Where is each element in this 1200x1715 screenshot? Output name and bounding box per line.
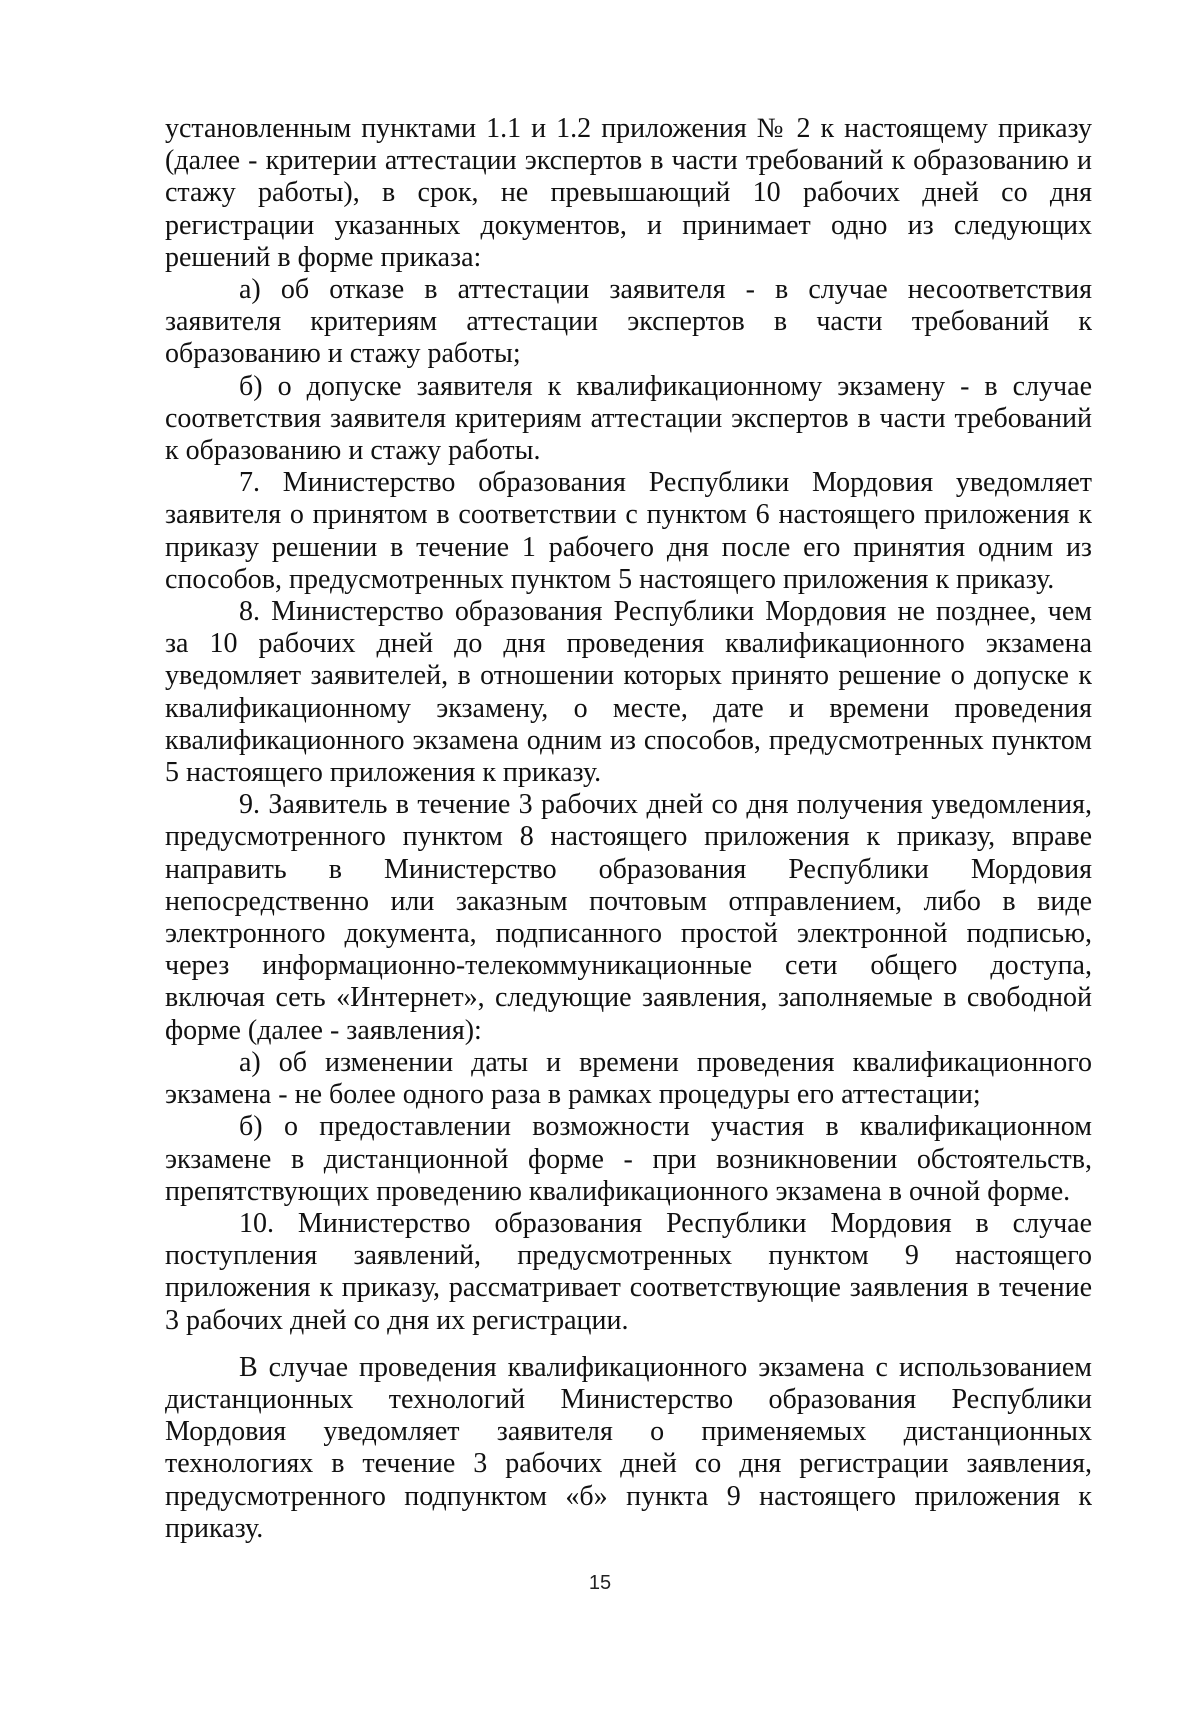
paragraph-item-8: 8. Министерство образования Республики Мордовия не позднее, чем за 10 рабочих дней до дня проведения квалификационного экзамена уведомляет заявителей, в отношении которых принято решение о допуске к квалификационному экзамену, о месте, дате и времени проведения квалификационного экзамена одним из способов, предусмотренных пунктом 5 настоящего приложения к приказу. (165, 596, 1092, 789)
paragraph-subitem-a-refusal: а) об отказе в аттестации заявителя - в случае несоответствия заявителя критериям аттестации экспертов в части требований к образованию и стажу работы; (165, 274, 1092, 370)
paragraph-item-9: 9. Заявитель в течение 3 рабочих дней со дня получения уведомления, предусмотренного пунктом 8 настоящего приложения к приказу, вправе направить в Министерство образования Республики Мордовия непосредственно или заказным почтовым отправлением, либо в виде электронного документа, подписанного простой электронной подписью, через информационно-телекоммуникационные сети общего доступа, включая сеть «Интернет», следующие заявления, заполняемые в свободной форме (далее - заявления): (165, 789, 1092, 1046)
paragraph-item-7: 7. Министерство образования Республики Мордовия уведомляет заявителя о принятом в соответствии с пунктом 6 настоящего приложения к приказу решении в течение 1 рабочего дня после его принятия одним из способов, предусмотренных пунктом 5 настоящего приложения к приказу. (165, 467, 1092, 595)
page-number: 15 (588, 1572, 612, 1594)
paragraph-continuation: установленным пунктами 1.1 и 1.2 приложения № 2 к настоящему приказу (далее - критерии аттестации экспертов в части требований к образованию и стажу работы), в срок, не превышающий 10 рабочих дней со дня регистрации указанных документов, и принимает одно из следующих решений в форме приказа: (165, 113, 1092, 273)
paragraph-item-9-subitem-b: б) о предоставлении возможности участия в квалификационном экзамене в дистанционной форме - при возникновении обстоятельств, препятствующих проведению квалификационного экзамена в очной форме. (165, 1111, 1092, 1207)
document-body (165, 113, 1092, 1545)
paragraph-subitem-b-admission: б) о допуске заявителя к квалификационному экзамену - в случае соответствия заявителя критериям аттестации экспертов в части требований к образованию и стажу работы. (165, 370, 1092, 467)
paragraph-remote-technologies: В случае проведения квалификационного экзамена с использованием дистанционных технологий Министерство образования Республики Мордовия уведомляет заявителя о применяемых дистанционных технологиях в течение 3 рабочих дней со дня регистрации заявления, предусмотренного подпунктом «б» пункта 9 настоящего приложения к приказу. (165, 1351, 1092, 1544)
paragraph-item-10: 10. Министерство образования Республики Мордовия в случае поступления заявлений, предусмотренных пунктом 9 настоящего приложения к приказу, рассматривает соответствующие заявления в течение 3 рабочих дней со дня их регистрации. (165, 1207, 1092, 1336)
paragraph-item-9-subitem-a: а) об изменении даты и времени проведения квалификационного экзамена - не более одного раза в рамках процедуры его аттестации; (165, 1046, 1092, 1111)
